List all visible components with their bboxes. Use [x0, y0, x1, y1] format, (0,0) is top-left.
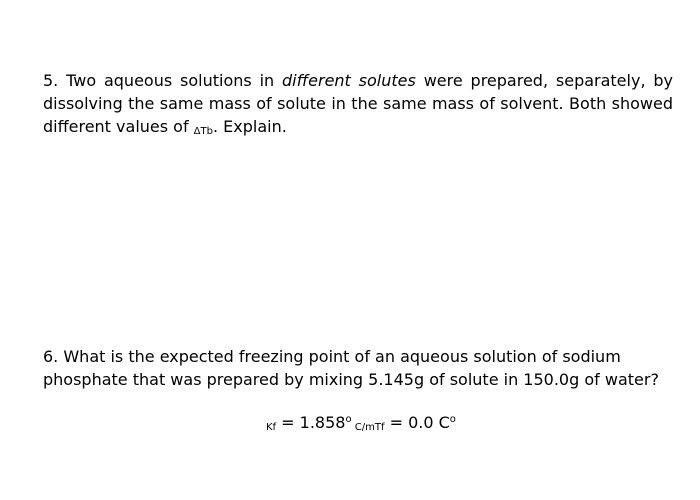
- degree-symbol-2: o: [449, 414, 456, 425]
- kf-label: Kf: [266, 422, 277, 433]
- freezing-point-formula: [266, 408, 456, 439]
- kf-value: = 1.858: [276, 413, 346, 432]
- delta-tb-symbol: ΔTb: [193, 126, 213, 137]
- kf-unit: C/mTf: [351, 422, 385, 433]
- degree-symbol-1: o: [345, 414, 352, 425]
- question-5-text-end: . Explain.: [212, 117, 287, 136]
- question-5-text-middle: were prepared, separately, by dissolving the same mass of solute in the same mass of solvent. Both showed different values of: [43, 71, 674, 136]
- question-6-text: 6. What is the expected freezing point of an aqueous solution of sodium phosphate that was prepared by mixing 5.145g of solute in 150.0g of water?: [43, 347, 659, 389]
- freezing-point-value: = 0.0 C: [384, 413, 450, 432]
- question-5-text-start: 5. Two aqueous solutions in: [43, 71, 282, 90]
- question-5: [43, 69, 673, 143]
- question-6: [43, 345, 673, 391]
- question-5-emphasis: different solutes: [282, 71, 416, 90]
